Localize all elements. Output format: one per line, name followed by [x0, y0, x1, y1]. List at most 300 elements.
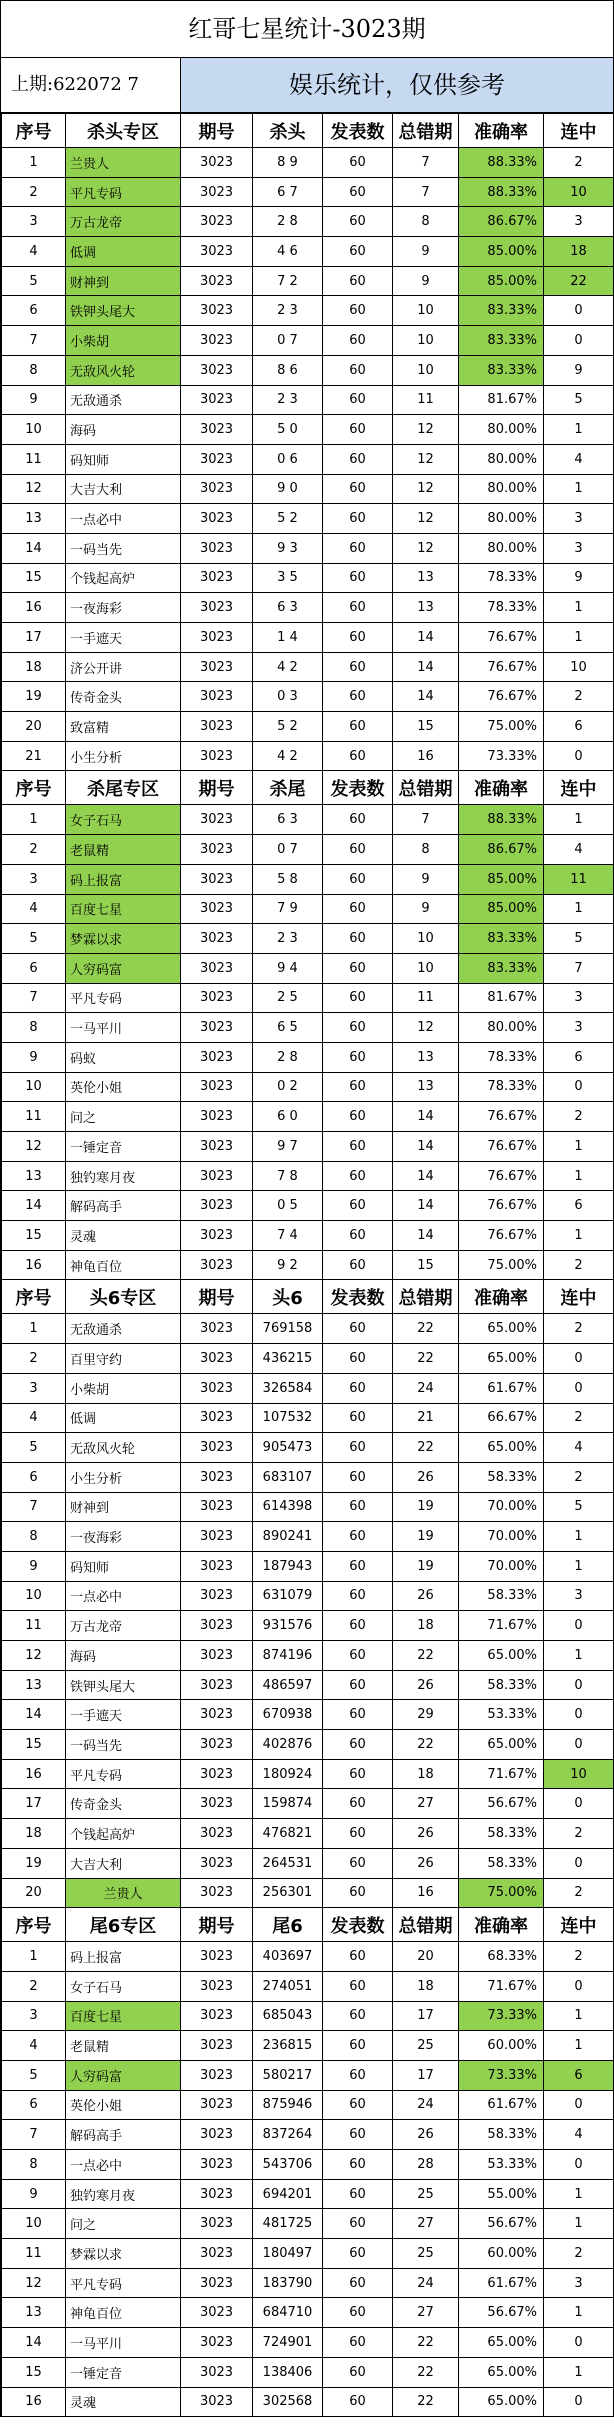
cell-issue: 3023 — [181, 2387, 253, 2417]
cell-posts: 60 — [323, 1878, 393, 1908]
cell-issue: 3023 — [181, 2090, 253, 2120]
cell-pick: 694201 — [253, 2179, 323, 2209]
column-header-misses: 总错期 — [393, 114, 459, 148]
cell-accuracy: 76.67% — [459, 1102, 544, 1132]
table-row — [2, 1433, 614, 1463]
table-row — [2, 1670, 614, 1700]
table-row — [2, 1221, 614, 1251]
cell-name: 人穷码富 — [66, 2060, 181, 2090]
column-header-issue: 期号 — [181, 114, 253, 148]
column-header-misses: 总错期 — [393, 1908, 459, 1942]
cell-rank: 14 — [2, 1700, 66, 1730]
table-row — [2, 2209, 614, 2239]
stats-table-body — [2, 114, 614, 2417]
cell-rank: 5 — [2, 1433, 66, 1463]
table-row — [2, 533, 614, 563]
column-header-streak: 连中 — [544, 1280, 614, 1314]
cell-rank: 3 — [2, 207, 66, 237]
cell-streak: 1 — [544, 1132, 614, 1162]
cell-issue: 3023 — [181, 983, 253, 1013]
cell-name: 万古龙帝 — [66, 1611, 181, 1641]
cell-pick: 2 8 — [253, 1042, 323, 1072]
cell-streak: 3 — [544, 1581, 614, 1611]
cell-issue: 3023 — [181, 2120, 253, 2150]
cell-accuracy: 85.00% — [459, 266, 544, 296]
cell-pick: 631079 — [253, 1581, 323, 1611]
cell-misses: 24 — [393, 1373, 459, 1403]
column-header-name: 头6专区 — [66, 1280, 181, 1314]
cell-posts: 60 — [323, 2268, 393, 2298]
cell-streak: 0 — [544, 2150, 614, 2180]
table-row — [2, 623, 614, 653]
cell-rank: 7 — [2, 326, 66, 356]
cell-posts: 60 — [323, 1522, 393, 1552]
cell-posts: 60 — [323, 1403, 393, 1433]
cell-accuracy: 80.00% — [459, 533, 544, 563]
cell-rank: 19 — [2, 1848, 66, 1878]
cell-rank: 12 — [2, 474, 66, 504]
cell-rank: 7 — [2, 983, 66, 1013]
cell-streak: 0 — [544, 1344, 614, 1374]
cell-accuracy: 81.67% — [459, 983, 544, 1013]
section-header-row — [2, 771, 614, 805]
cell-posts: 60 — [323, 148, 393, 178]
cell-rank: 8 — [2, 1013, 66, 1043]
column-header-rank: 序号 — [2, 1908, 66, 1942]
column-header-rank: 序号 — [2, 1280, 66, 1314]
cell-issue: 3023 — [181, 953, 253, 983]
cell-streak: 0 — [544, 1700, 614, 1730]
cell-name: 一马平川 — [66, 1013, 181, 1043]
cell-pick: 2 8 — [253, 207, 323, 237]
cell-misses: 15 — [393, 712, 459, 742]
cell-pick: 138406 — [253, 2357, 323, 2387]
cell-misses: 12 — [393, 474, 459, 504]
cell-misses: 24 — [393, 2090, 459, 2120]
cell-issue: 3023 — [181, 593, 253, 623]
page-title: 红哥七星统计-3023期 — [1, 0, 613, 58]
cell-misses: 14 — [393, 1132, 459, 1162]
cell-rank: 9 — [2, 1551, 66, 1581]
section-header-row — [2, 1280, 614, 1314]
cell-misses: 7 — [393, 805, 459, 835]
table-row — [2, 712, 614, 742]
cell-name: 老鼠精 — [66, 835, 181, 865]
cell-name: 一点必中 — [66, 2150, 181, 2180]
table-row — [2, 1072, 614, 1102]
cell-accuracy: 78.33% — [459, 593, 544, 623]
cell-rank: 16 — [2, 1250, 66, 1280]
cell-accuracy: 56.67% — [459, 2209, 544, 2239]
column-header-misses: 总错期 — [393, 771, 459, 805]
cell-accuracy: 70.00% — [459, 1522, 544, 1552]
cell-misses: 29 — [393, 1700, 459, 1730]
cell-accuracy: 56.67% — [459, 1789, 544, 1819]
section-header-row — [2, 1908, 614, 1942]
cell-streak: 4 — [544, 444, 614, 474]
table-row — [2, 474, 614, 504]
disclaimer-banner: 娱乐统计，仅供参考 — [181, 58, 613, 112]
table-row — [2, 1522, 614, 1552]
cell-posts: 60 — [323, 1971, 393, 2001]
table-row — [2, 415, 614, 445]
column-header-name: 尾6专区 — [66, 1908, 181, 1942]
cell-rank: 10 — [2, 2209, 66, 2239]
cell-accuracy: 86.67% — [459, 835, 544, 865]
cell-name: 万古龙帝 — [66, 207, 181, 237]
cell-posts: 60 — [323, 953, 393, 983]
cell-misses: 14 — [393, 652, 459, 682]
cell-accuracy: 83.33% — [459, 296, 544, 326]
cell-accuracy: 53.33% — [459, 1700, 544, 1730]
cell-posts: 60 — [323, 1942, 393, 1972]
cell-posts: 60 — [323, 2179, 393, 2209]
cell-accuracy: 58.33% — [459, 1848, 544, 1878]
cell-accuracy: 85.00% — [459, 894, 544, 924]
cell-accuracy: 75.00% — [459, 712, 544, 742]
cell-issue: 3023 — [181, 2209, 253, 2239]
cell-accuracy: 70.00% — [459, 1551, 544, 1581]
cell-pick: 7 9 — [253, 894, 323, 924]
table-row — [2, 148, 614, 178]
cell-pick: 874196 — [253, 1641, 323, 1671]
cell-pick: 0 7 — [253, 835, 323, 865]
cell-misses: 11 — [393, 385, 459, 415]
cell-issue: 3023 — [181, 1789, 253, 1819]
cell-name: 平凡专码 — [66, 983, 181, 1013]
cell-issue: 3023 — [181, 2328, 253, 2358]
cell-streak: 3 — [544, 1013, 614, 1043]
column-header-issue: 期号 — [181, 1908, 253, 1942]
cell-name: 平凡专码 — [66, 177, 181, 207]
cell-misses: 14 — [393, 682, 459, 712]
cell-misses: 22 — [393, 1344, 459, 1374]
cell-rank: 9 — [2, 385, 66, 415]
cell-name: 小生分析 — [66, 741, 181, 771]
cell-posts: 60 — [323, 1161, 393, 1191]
table-row — [2, 2357, 614, 2387]
cell-accuracy: 58.33% — [459, 1670, 544, 1700]
cell-pick: 905473 — [253, 1433, 323, 1463]
cell-issue: 3023 — [181, 2001, 253, 2031]
cell-pick: 9 3 — [253, 533, 323, 563]
cell-posts: 60 — [323, 1102, 393, 1132]
cell-accuracy: 65.00% — [459, 1433, 544, 1463]
cell-pick: 326584 — [253, 1373, 323, 1403]
table-row — [2, 682, 614, 712]
cell-rank: 3 — [2, 1373, 66, 1403]
cell-posts: 60 — [323, 741, 393, 771]
cell-misses: 14 — [393, 1191, 459, 1221]
column-header-posts: 发表数 — [323, 114, 393, 148]
table-row — [2, 1102, 614, 1132]
cell-rank: 10 — [2, 1072, 66, 1102]
cell-streak: 6 — [544, 712, 614, 742]
cell-streak: 9 — [544, 355, 614, 385]
cell-issue: 3023 — [181, 1314, 253, 1344]
cell-misses: 10 — [393, 296, 459, 326]
cell-name: 兰贵人 — [66, 148, 181, 178]
cell-posts: 60 — [323, 1344, 393, 1374]
cell-accuracy: 58.33% — [459, 1581, 544, 1611]
cell-issue: 3023 — [181, 1344, 253, 1374]
cell-name: 人穷码富 — [66, 953, 181, 983]
cell-issue: 3023 — [181, 148, 253, 178]
cell-pick: 180497 — [253, 2239, 323, 2269]
cell-posts: 60 — [323, 326, 393, 356]
cell-misses: 18 — [393, 1759, 459, 1789]
cell-issue: 3023 — [181, 712, 253, 742]
cell-accuracy: 65.00% — [459, 1730, 544, 1760]
cell-streak: 0 — [544, 2090, 614, 2120]
cell-misses: 26 — [393, 1670, 459, 1700]
cell-issue: 3023 — [181, 2268, 253, 2298]
cell-posts: 60 — [323, 1072, 393, 1102]
cell-pick: 0 5 — [253, 1191, 323, 1221]
table-row — [2, 805, 614, 835]
cell-misses: 14 — [393, 623, 459, 653]
cell-pick: 6 5 — [253, 1013, 323, 1043]
cell-issue: 3023 — [181, 1581, 253, 1611]
cell-pick: 6 0 — [253, 1102, 323, 1132]
cell-streak: 1 — [544, 623, 614, 653]
cell-posts: 60 — [323, 2239, 393, 2269]
cell-rank: 5 — [2, 266, 66, 296]
cell-misses: 9 — [393, 266, 459, 296]
cell-pick: 837264 — [253, 2120, 323, 2150]
cell-accuracy: 80.00% — [459, 504, 544, 534]
column-header-accuracy: 准确率 — [459, 1280, 544, 1314]
cell-name: 财神到 — [66, 266, 181, 296]
cell-streak: 0 — [544, 1848, 614, 1878]
cell-pick: 931576 — [253, 1611, 323, 1641]
column-header-accuracy: 准确率 — [459, 771, 544, 805]
cell-issue: 3023 — [181, 1403, 253, 1433]
cell-posts: 60 — [323, 1042, 393, 1072]
cell-accuracy: 88.33% — [459, 148, 544, 178]
cell-streak: 0 — [544, 1373, 614, 1403]
cell-posts: 60 — [323, 2357, 393, 2387]
table-row — [2, 1581, 614, 1611]
cell-issue: 3023 — [181, 1971, 253, 2001]
cell-pick: 2 3 — [253, 385, 323, 415]
table-row — [2, 2179, 614, 2209]
column-header-pick: 杀尾 — [253, 771, 323, 805]
table-row — [2, 2001, 614, 2031]
cell-rank: 13 — [2, 1670, 66, 1700]
cell-posts: 60 — [323, 474, 393, 504]
table-row — [2, 1759, 614, 1789]
cell-name: 一点必中 — [66, 504, 181, 534]
cell-streak: 11 — [544, 864, 614, 894]
column-header-issue: 期号 — [181, 1280, 253, 1314]
cell-streak: 0 — [544, 2387, 614, 2417]
cell-issue: 3023 — [181, 623, 253, 653]
cell-streak: 2 — [544, 1314, 614, 1344]
cell-name: 一夜海彩 — [66, 1522, 181, 1552]
cell-name: 码上报富 — [66, 1942, 181, 1972]
cell-pick: 5 0 — [253, 415, 323, 445]
cell-streak: 1 — [544, 805, 614, 835]
cell-posts: 60 — [323, 593, 393, 623]
cell-pick: 7 8 — [253, 1161, 323, 1191]
cell-name: 码蚁 — [66, 1042, 181, 1072]
table-row — [2, 444, 614, 474]
cell-misses: 7 — [393, 177, 459, 207]
table-row — [2, 924, 614, 954]
table-row — [2, 1132, 614, 1162]
cell-issue: 3023 — [181, 1433, 253, 1463]
cell-rank: 20 — [2, 1878, 66, 1908]
cell-issue: 3023 — [181, 266, 253, 296]
cell-issue: 3023 — [181, 474, 253, 504]
cell-pick: 159874 — [253, 1789, 323, 1819]
cell-name: 一马平川 — [66, 2328, 181, 2358]
cell-pick: 9 7 — [253, 1132, 323, 1162]
cell-streak: 1 — [544, 2298, 614, 2328]
cell-streak: 2 — [544, 148, 614, 178]
cell-name: 百度七星 — [66, 2001, 181, 2031]
cell-rank: 2 — [2, 835, 66, 865]
cell-rank: 11 — [2, 1611, 66, 1641]
cell-posts: 60 — [323, 1848, 393, 1878]
cell-misses: 12 — [393, 1013, 459, 1043]
cell-accuracy: 76.67% — [459, 1191, 544, 1221]
table-row — [2, 1789, 614, 1819]
cell-accuracy: 60.00% — [459, 2239, 544, 2269]
column-header-pick: 尾6 — [253, 1908, 323, 1942]
cell-posts: 60 — [323, 1611, 393, 1641]
cell-name: 无敌通杀 — [66, 385, 181, 415]
column-header-issue: 期号 — [181, 771, 253, 805]
cell-issue: 3023 — [181, 237, 253, 267]
cell-accuracy: 88.33% — [459, 177, 544, 207]
cell-posts: 60 — [323, 2209, 393, 2239]
cell-streak: 2 — [544, 1819, 614, 1849]
cell-streak: 10 — [544, 652, 614, 682]
cell-streak: 4 — [544, 835, 614, 865]
cell-name: 梦霖以求 — [66, 2239, 181, 2269]
section-header-row — [2, 114, 614, 148]
cell-name: 无敌通杀 — [66, 1314, 181, 1344]
cell-issue: 3023 — [181, 1191, 253, 1221]
cell-name: 无敌风火轮 — [66, 355, 181, 385]
cell-name: 百里守约 — [66, 1344, 181, 1374]
cell-pick: 402876 — [253, 1730, 323, 1760]
cell-misses: 26 — [393, 1819, 459, 1849]
cell-rank: 4 — [2, 894, 66, 924]
cell-pick: 180924 — [253, 1759, 323, 1789]
cell-posts: 60 — [323, 2150, 393, 2180]
cell-pick: 0 3 — [253, 682, 323, 712]
table-row — [2, 2120, 614, 2150]
cell-accuracy: 61.67% — [459, 2090, 544, 2120]
cell-name: 独钓寒月夜 — [66, 2179, 181, 2209]
cell-misses: 26 — [393, 1848, 459, 1878]
cell-streak: 4 — [544, 2120, 614, 2150]
cell-name: 码知师 — [66, 444, 181, 474]
table-row — [2, 2387, 614, 2417]
cell-issue: 3023 — [181, 2031, 253, 2061]
cell-misses: 19 — [393, 1551, 459, 1581]
cell-rank: 8 — [2, 355, 66, 385]
cell-name: 一手遮天 — [66, 1700, 181, 1730]
cell-accuracy: 65.00% — [459, 2328, 544, 2358]
cell-rank: 12 — [2, 1132, 66, 1162]
cell-rank: 5 — [2, 924, 66, 954]
cell-posts: 60 — [323, 563, 393, 593]
table-row — [2, 266, 614, 296]
cell-name: 英伦小姐 — [66, 2090, 181, 2120]
cell-rank: 1 — [2, 805, 66, 835]
cell-streak: 1 — [544, 593, 614, 623]
table-row — [2, 1848, 614, 1878]
column-header-posts: 发表数 — [323, 1280, 393, 1314]
cell-accuracy: 88.33% — [459, 805, 544, 835]
cell-streak: 1 — [544, 1522, 614, 1552]
cell-misses: 24 — [393, 2268, 459, 2298]
cell-rank: 12 — [2, 1641, 66, 1671]
cell-misses: 12 — [393, 504, 459, 534]
cell-pick: 9 2 — [253, 1250, 323, 1280]
cell-posts: 60 — [323, 1641, 393, 1671]
cell-streak: 2 — [544, 1403, 614, 1433]
column-header-streak: 连中 — [544, 771, 614, 805]
cell-pick: 6 7 — [253, 177, 323, 207]
cell-rank: 14 — [2, 1191, 66, 1221]
cell-name: 平凡专码 — [66, 2268, 181, 2298]
cell-pick: 685043 — [253, 2001, 323, 2031]
cell-issue: 3023 — [181, 2150, 253, 2180]
cell-name: 小柴胡 — [66, 326, 181, 356]
cell-issue: 3023 — [181, 1670, 253, 1700]
cell-posts: 60 — [323, 983, 393, 1013]
table-row — [2, 563, 614, 593]
cell-issue: 3023 — [181, 805, 253, 835]
cell-pick: 614398 — [253, 1492, 323, 1522]
cell-accuracy: 76.67% — [459, 623, 544, 653]
table-row — [2, 1344, 614, 1374]
cell-misses: 11 — [393, 983, 459, 1013]
cell-streak: 3 — [544, 983, 614, 1013]
subheader — [1, 58, 613, 113]
cell-pick: 6 3 — [253, 593, 323, 623]
cell-posts: 60 — [323, 266, 393, 296]
column-header-rank: 序号 — [2, 771, 66, 805]
cell-issue: 3023 — [181, 296, 253, 326]
cell-streak: 1 — [544, 2001, 614, 2031]
cell-rank: 18 — [2, 1819, 66, 1849]
cell-streak: 4 — [544, 1433, 614, 1463]
table-row — [2, 894, 614, 924]
cell-posts: 60 — [323, 1670, 393, 1700]
column-header-misses: 总错期 — [393, 1280, 459, 1314]
cell-rank: 3 — [2, 864, 66, 894]
table-row — [2, 1042, 614, 1072]
cell-rank: 4 — [2, 237, 66, 267]
cell-posts: 60 — [323, 2387, 393, 2417]
cell-posts: 60 — [323, 1314, 393, 1344]
cell-posts: 60 — [323, 864, 393, 894]
cell-accuracy: 83.33% — [459, 924, 544, 954]
table-row — [2, 1250, 614, 1280]
cell-pick: 4 2 — [253, 652, 323, 682]
cell-name: 问之 — [66, 2209, 181, 2239]
cell-posts: 60 — [323, 623, 393, 653]
cell-name: 传奇金头 — [66, 682, 181, 712]
cell-pick: 0 7 — [253, 326, 323, 356]
cell-posts: 60 — [323, 1700, 393, 1730]
